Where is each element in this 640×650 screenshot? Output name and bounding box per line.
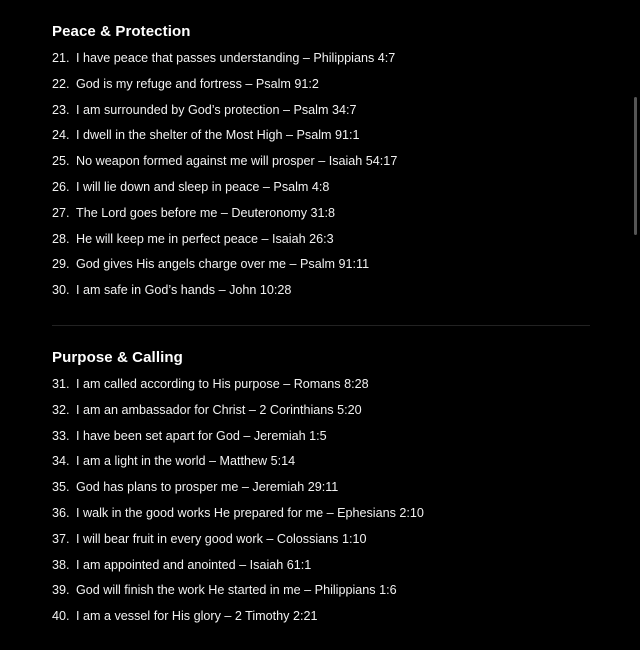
list-item <box>52 123 397 149</box>
scrollbar-thumb[interactable] <box>634 97 637 235</box>
item-number: 33. <box>52 428 70 443</box>
item-number: 22. <box>52 76 70 91</box>
item-text: I dwell in the shelter of the Most High – Psalm 91:1 <box>76 128 360 143</box>
item-text: God is my refuge and fortress – Psalm 91:2 <box>76 76 319 91</box>
item-text: God will finish the work He started in me – Philippians 1:6 <box>76 583 397 598</box>
list-item <box>52 553 424 579</box>
item-number: 25. <box>52 154 70 169</box>
list-item <box>52 424 424 450</box>
item-number: 39. <box>52 583 70 598</box>
list-item <box>52 201 397 227</box>
section-list-peace-protection <box>52 46 397 304</box>
item-number: 28. <box>52 231 70 246</box>
list-item <box>52 227 397 253</box>
item-text: The Lord goes before me – Deuteronomy 31:8 <box>76 205 336 220</box>
list-item <box>52 475 424 501</box>
section-title-purpose-calling: Purpose & Calling <box>52 349 183 366</box>
list-item <box>52 252 397 278</box>
item-text: I have been set apart for God – Jeremiah 1:5 <box>76 428 327 443</box>
list-item <box>52 46 397 72</box>
item-text: God gives His angels charge over me – Psalm 91:11 <box>76 257 370 272</box>
item-number: 26. <box>52 179 70 194</box>
section-title-peace-protection: Peace & Protection <box>52 23 191 40</box>
item-text: He will keep me in perfect peace – Isaiah 26:3 <box>76 231 334 246</box>
item-text: No weapon formed against me will prosper – Isaiah 54:17 <box>76 154 398 169</box>
item-number: 34. <box>52 454 70 469</box>
item-number: 35. <box>52 480 70 495</box>
item-number: 38. <box>52 557 70 572</box>
item-text: I will bear fruit in every good work – Colossians 1:10 <box>76 531 367 546</box>
item-number: 31. <box>52 377 70 391</box>
item-number: 36. <box>52 505 70 520</box>
list-item <box>52 175 397 201</box>
list-item <box>52 501 424 527</box>
list-item <box>52 449 424 475</box>
item-text: I walk in the good works He prepared for me – Ephesians 2:10 <box>76 505 424 520</box>
item-text: I am a vessel for His glory – 2 Timothy 2:21 <box>76 609 318 624</box>
item-number: 24. <box>52 128 70 143</box>
item-number: 30. <box>52 283 70 298</box>
item-text: I am called according to His purpose – Romans 8:28 <box>76 377 369 391</box>
item-text: I am a light in the world – Matthew 5:14 <box>76 454 296 469</box>
list-item <box>52 578 424 604</box>
item-text: God has plans to prosper me – Jeremiah 29:11 <box>76 480 339 495</box>
item-number: 29. <box>52 257 70 272</box>
item-text: I am appointed and anointed – Isaiah 61:1 <box>76 557 312 572</box>
item-number: 40. <box>52 609 70 624</box>
item-number: 27. <box>52 205 70 220</box>
list-item <box>52 149 397 175</box>
list-item <box>52 72 397 98</box>
list-item <box>52 604 424 630</box>
item-text: I have peace that passes understanding – Philippians 4:7 <box>76 51 396 65</box>
section-divider <box>52 325 590 326</box>
item-text: I am safe in God’s hands – John 10:28 <box>76 283 292 298</box>
list-item <box>52 98 397 124</box>
list-item <box>52 398 424 424</box>
section-list-purpose-calling <box>52 372 424 630</box>
item-number: 37. <box>52 531 70 546</box>
item-number: 32. <box>52 402 70 417</box>
item-text: I will lie down and sleep in peace – Psalm 4:8 <box>76 179 330 194</box>
item-number: 23. <box>52 102 70 117</box>
item-text: I am surrounded by God’s protection – Psalm 34:7 <box>76 102 357 117</box>
item-text: I am an ambassador for Christ – 2 Corinthians 5:20 <box>76 402 362 417</box>
item-number: 21. <box>52 51 70 65</box>
list-item <box>52 372 424 398</box>
list-item <box>52 278 397 304</box>
list-item <box>52 527 424 553</box>
